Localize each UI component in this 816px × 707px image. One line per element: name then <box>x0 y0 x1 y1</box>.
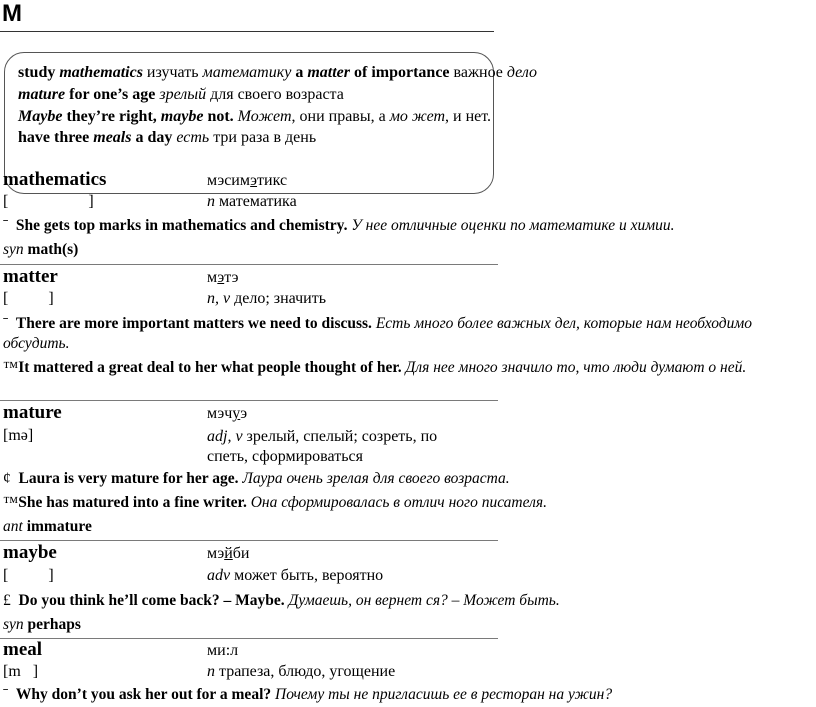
phrase-line <box>18 129 316 147</box>
entry-pronunciation-mature: мэчуэ <box>207 405 248 422</box>
phrase-segment: математику <box>202 64 292 81</box>
entry-divider <box>0 540 498 541</box>
entry-headword-meal: meal <box>3 639 43 660</box>
phrase-segment: мо жет <box>389 108 446 125</box>
entry-transcription-meal: [m ] <box>3 663 39 680</box>
phrase-segment: , они правы, а <box>291 108 390 125</box>
entry-meaning-meal: n трапеза, блюдо, угощение <box>207 663 396 680</box>
entry-transcription-matter: [ ] <box>3 290 54 307</box>
entry-meaning-mathematics: n математика <box>207 193 297 210</box>
phrase-segment: изучать <box>142 64 203 81</box>
entry-pronunciation-matter: мэтэ <box>207 269 239 286</box>
phrase-segment: зрелый <box>159 86 207 103</box>
entry-headword-mathematics: mathematics <box>3 169 107 190</box>
phrase-segment: дело <box>506 64 538 81</box>
entry-example-mature-2: ™She has matured into a fine writer. Она сформировалась в отлич ного писателя. <box>3 494 547 511</box>
entry-example-meal-1: ˉ Why don’t you ask her out for a meal? Почему ты не пригласишь ее в ресторан на ужин? <box>3 686 613 703</box>
phrase-segment: , и нет. <box>445 108 492 125</box>
entry-meaning-matter: n, v дело; значить <box>207 290 327 307</box>
phrase-segment: важное <box>449 64 507 81</box>
phrase-segment: maybe <box>160 108 204 125</box>
phrase-segment: a day <box>131 129 177 146</box>
section-divider <box>0 31 494 32</box>
phrase-segment: три раза в день <box>209 129 317 146</box>
phrase-segment: mathematics <box>59 64 143 81</box>
entry-example-mathematics-1: ˉ She gets top marks in mathematics and chemistry. У нее отличные оценки по математике и химии. <box>3 217 675 234</box>
phrase-segment: mature <box>18 86 66 103</box>
entry-divider <box>0 638 498 639</box>
entry-headword-maybe: maybe <box>3 542 57 563</box>
phrase-segment: meals <box>93 129 132 146</box>
entry-pronunciation-mathematics: мэсимэтикс <box>207 172 288 189</box>
phrase-segment: Maybe <box>18 108 63 125</box>
entry-transcription-maybe: [ ] <box>3 567 54 584</box>
entry-synonym-mathematics: syn math(s) <box>3 241 79 258</box>
phrase-segment: study <box>18 64 60 81</box>
entry-headword-mature: mature <box>3 402 62 423</box>
phrase-line <box>18 86 344 104</box>
phrase-line <box>18 108 491 126</box>
phrase-segment: есть <box>176 129 210 146</box>
phrase-segment: of importance <box>350 64 450 81</box>
entry-divider <box>0 400 498 401</box>
entry-transcription-mature: [mə] <box>3 427 34 444</box>
entry-antonym-mature: ant immature <box>3 518 92 535</box>
entry-pronunciation-meal: ми:л <box>207 642 239 659</box>
entry-example-maybe-1: £ Do you think he’ll come back? – Maybe. Думаешь, он вернет ся? – Может быть. <box>3 592 560 609</box>
entry-example-mature-1: ¢ Laura is very mature for her age. Лаура очень зрелая для своего возраста. <box>3 470 510 487</box>
phrase-segment: have three <box>18 129 94 146</box>
entry-transcription-mathematics: [ ] <box>3 193 94 210</box>
section-letter: M <box>2 0 22 27</box>
phrase-segment: matter <box>307 64 350 81</box>
phrase-segment: Может <box>237 108 292 125</box>
phrase-segment: для своего возраста <box>206 86 344 103</box>
entry-headword-matter: matter <box>3 266 58 287</box>
phrase-line <box>18 64 537 82</box>
phrase-segment: they’re right, <box>62 108 161 125</box>
entry-pronunciation-maybe: мэйби <box>207 545 250 562</box>
entry-divider <box>0 264 498 265</box>
phrase-segment: not. <box>203 108 238 125</box>
phrase-segment: a <box>291 64 308 81</box>
entry-example-matter-1: ˉ There are more important matters we need to discuss. Есть много более важных дел, которые нам необходимо обсудить. <box>3 315 753 352</box>
entry-example-matter-2: ™It mattered a great deal to her what people thought of her. Для нее много значило то, что люди думают о ней. <box>3 359 747 376</box>
entry-synonym-maybe: syn perhaps <box>3 616 81 633</box>
phrase-segment: for one’s age <box>65 86 160 103</box>
entry-meaning-mature: adj, v зрелый, спелый; созреть, по спеть, сформироваться <box>207 428 438 465</box>
entry-meaning-maybe: adv может быть, вероятно <box>207 567 384 584</box>
